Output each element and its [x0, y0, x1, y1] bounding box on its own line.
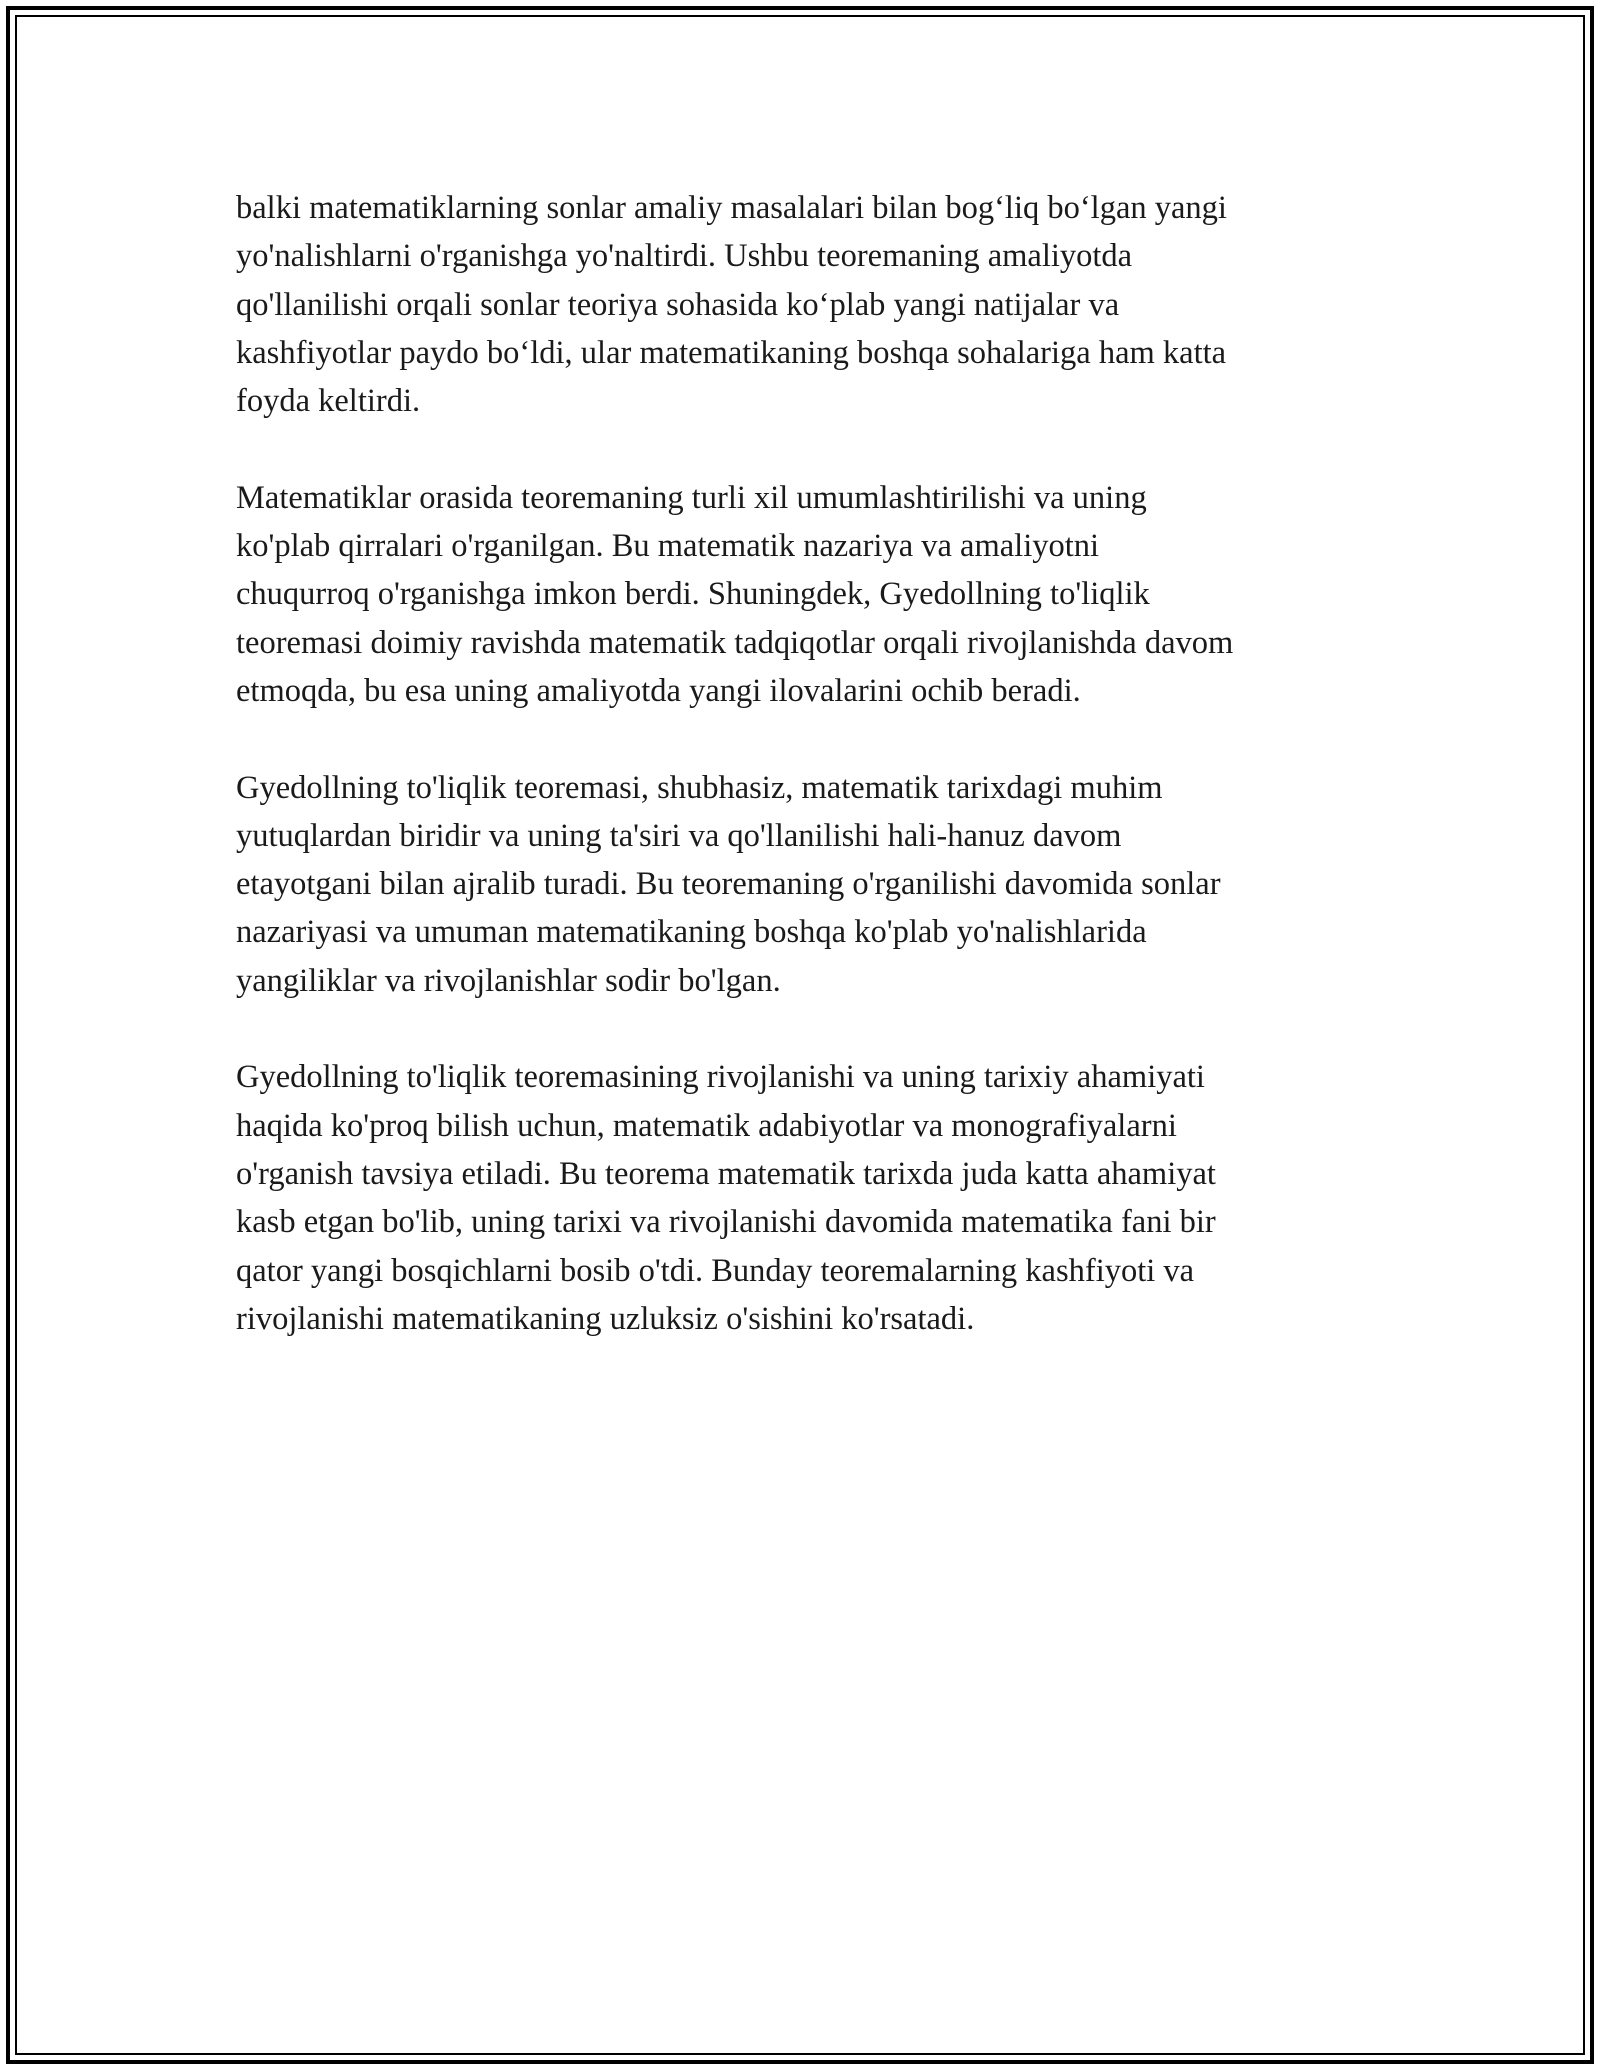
- text-line: balki matematiklarning sonlar amaliy masalalari bilan bog‘liq bo‘lgan yangi: [236, 190, 1227, 226]
- paragraph-2: [236, 474, 1386, 715]
- paragraph-1: [236, 184, 1386, 425]
- paragraph-4: [236, 1053, 1386, 1343]
- text-line: yo'nalishlarni o'rganishga yo'naltirdi. Ushbu teoremaning amaliyotda: [236, 238, 1133, 275]
- text-line: ko'plab qirralari o'rganilgan. Bu matematik nazariya va amaliyotni: [236, 528, 1100, 565]
- text-line: chuqurroq o'rganishga imkon berdi. Shuningdek, Gyedollning to'liqlik: [236, 576, 1150, 613]
- text-line: o'rganish tavsiya etiladi. Bu teorema matematik tarixda juda katta ahamiyat: [236, 1155, 1216, 1192]
- text-line: haqida ko'proq bilish uchun, matematik adabiyotlar va monografiyalarni: [236, 1107, 1177, 1144]
- text-line: Gyedollning to'liqlik teoremasi, shubhasiz, matematik tarixdagi muhim: [236, 769, 1163, 806]
- text-line: rivojlanishi matematikaning uzluksiz o'sishini ko'rsatadi.: [236, 1300, 975, 1337]
- text-line: qo'llanilishi orqali sonlar teoriya sohasida ko‘plab yangi natijalar va: [236, 286, 1120, 323]
- text-line: teoremasi doimiy ravishda matematik tadqiqotlar orqali rivojlanishda davom: [236, 624, 1234, 661]
- text-line: yangiliklar va rivojlanishlar sodir bo'lgan.: [236, 962, 781, 999]
- text-line: kashfiyotlar paydo bo‘ldi, ular matematikaning boshqa sohalariga ham katta: [236, 334, 1227, 371]
- text-line: etmoqda, bu esa uning amaliyotda yangi ilovalarini ochib beradi.: [236, 672, 1081, 709]
- text-line: yutuqlardan biridir va uning ta'siri va qo'llanilishi hali-hanuz davom: [236, 817, 1122, 854]
- text-line: etayotgani bilan ajralib turadi. Bu teoremaning o'rganilishi davomida sonlar: [236, 866, 1221, 903]
- text-line: Matematiklar orasida teoremaning turli xil umumlashtirilishi va uning: [236, 479, 1147, 516]
- text-line: kasb etgan bo'lib, uning tarixi va rivojlanishi davomida matematika fani bir: [236, 1204, 1216, 1241]
- document-body: [236, 184, 1386, 1391]
- paragraph-3: [236, 764, 1386, 1005]
- text-line: Gyedollning to'liqlik teoremasining rivojlanishi va uning tarixiy ahamiyati: [236, 1059, 1205, 1096]
- text-line: nazariyasi va umuman matematikaning boshqa ko'plab yo'nalishlarida: [236, 914, 1147, 951]
- text-line: qator yangi bosqichlarni bosib o'tdi. Bunday teoremalarning kashfiyoti va: [236, 1252, 1195, 1289]
- text-line: foyda keltirdi.: [236, 383, 421, 420]
